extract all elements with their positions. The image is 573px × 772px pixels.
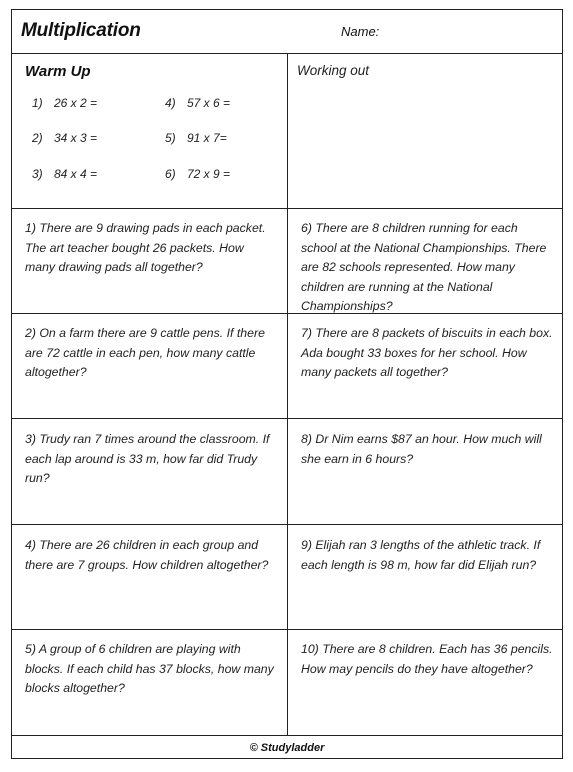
- column-divider: [287, 525, 288, 629]
- working-out-box[interactable]: [288, 54, 562, 208]
- column-divider: [287, 419, 288, 524]
- header-row: [12, 10, 562, 54]
- warm-up-row: [12, 54, 562, 209]
- warm-up-item: 4) 57 x 6 =: [165, 96, 231, 110]
- warm-up-title: Warm Up: [25, 63, 91, 80]
- problem-row: [12, 630, 562, 736]
- warm-up-item: 6) 72 x 9 =: [165, 167, 231, 181]
- problem-text: 7) There are 8 packets of biscuits in each box. Ada bought 33 boxes for her school. How many packets all together?: [301, 326, 553, 380]
- problem-text: 1) There are 9 drawing pads in each packet. The art teacher bought 26 packets. How many drawing pads all together?: [25, 221, 266, 275]
- column-divider: [287, 314, 288, 418]
- working-out-label: Working out: [297, 63, 370, 78]
- problem-row: [12, 525, 562, 630]
- warm-up-item: 3) 84 x 4 =: [32, 167, 98, 181]
- problem-text: 5) A group of 6 children are playing with blocks. If each child has 37 blocks, how many blocks altogether?: [25, 642, 274, 696]
- problem-row: [12, 419, 562, 525]
- problem-text: 8) Dr Nim earns $87 an hour. How much will she earn in 6 hours?: [301, 432, 542, 466]
- problem-text: 4) There are 26 children in each group and there are 7 groups. How children altogether?: [25, 538, 269, 572]
- page-title: Multiplication: [21, 20, 141, 41]
- worksheet: [11, 9, 563, 759]
- problem-text: 6) There are 8 children running for each school at the National Championships. There are 82 schools represented. How many children are running at the National Championships?: [301, 221, 547, 314]
- column-divider: [287, 209, 288, 313]
- problem-text: 3) Trudy ran 7 times around the classroom. If each lap around is 33 m, how far did Trudy run?: [25, 432, 270, 486]
- problem-text: 10) There are 8 children. Each has 36 pencils. How may pencils do they have altogether?: [301, 642, 553, 676]
- problem-text: 2) On a farm there are 9 cattle pens. If there are 72 cattle in each pen, how many cattle altogether?: [25, 326, 265, 380]
- warm-up-item: 1) 26 x 2 =: [32, 96, 98, 110]
- problem-row: [12, 209, 562, 314]
- name-label: Name:: [341, 24, 380, 39]
- warm-up-item: 2) 34 x 3 =: [32, 131, 98, 145]
- warm-up-item: 5) 91 x 7=: [165, 131, 227, 145]
- copyright-footer: © Studyladder: [249, 742, 325, 754]
- problem-text: 9) Elijah ran 3 lengths of the athletic track. If each length is 98 m, how far did Elijah run?: [301, 538, 541, 572]
- column-divider: [287, 630, 288, 735]
- problem-row: [12, 314, 562, 419]
